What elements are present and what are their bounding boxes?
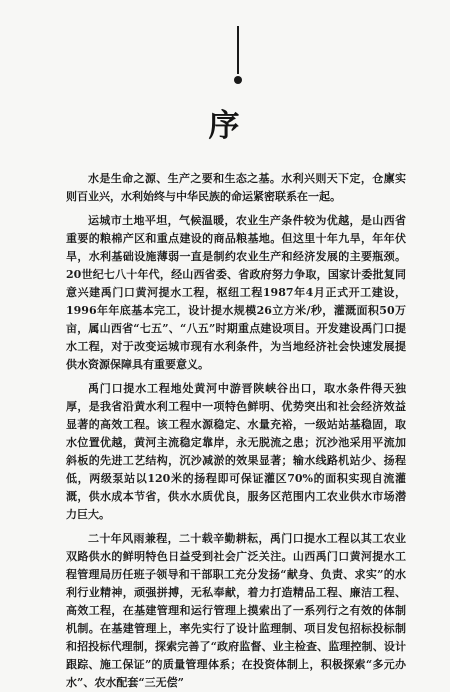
preface-body — [66, 170, 406, 692]
paragraph-4: 二十年风雨兼程，二十载辛勤耕耘，禹门口提水工程以其工农业双路供水的鲜明特色日益受到社会广泛关注。山西禹门口黄河提水工程管理局历任班子领导和干部职工充分发扬“献身、负责、求实”的水利行业精神，顽强拼搏，无私奉献，着力打造精品工程、廉洁工程、高效工程，在基建管理和运行管理上摸索出了一系列行之有效的体制机制。在基建管理上，率先实行了设计监理制、项目发包招标投标制和招投标代理制，探索完善了“政府监督、业主检查、监理控制、设计跟踪、施工保证”的质量管理体系；在投资体制上，积极探索“多元办水”、农水配套“三无偿” — [66, 532, 406, 689]
paragraph-2: 运城市土地平坦，气候温暖，农业生产条件较为优越，是山西省重要的粮棉产区和重点建设的商品粮基地。但这里十年九旱，年年伏旱，水利基础设施薄弱一直是制约农业生产和经济发展的主要瓶颈。20世纪七八十年代，经山西省委、省政府努力争取，国家计委批复同意兴建禹门口黄河提水工程，枢纽工程1987年4月正式开工建设，1996年年底基本完工，设计提水规模26立方米/秒，灌溉面积50万亩，属山西省“七五”、“八五”时期重点建设项目。开发建设禹门口提水工程，对于改变运城市现有水利条件，为当地经济社会快速发展提供水资源保障具有重要意义。 — [66, 214, 406, 371]
decorative-vertical-line — [237, 26, 239, 74]
page-title: 序 — [208, 108, 242, 144]
decorative-dot — [234, 76, 242, 84]
paragraph-1: 水是生命之源、生产之要和生态之基。水利兴则天下定，仓廪实则百业兴，水利始终与中华民族的命运紧密联系在一起。 — [66, 172, 406, 203]
paragraph-3: 禹门口提水工程地处黄河中游晋陕峡谷出口，取水条件得天独厚，是我省沿黄水利工程中一项特色鲜明、优势突出和社会经济效益显著的高效工程。该工程水源稳定、水量充裕，一级站站基稳固，取水位置优越，黄河主流稳定靠岸，永无脱流之患；沉沙池采用平流加斜板的先进工艺结构，沉沙减淤的效果显著；输水线路机站少、扬程低，两级泵站以120米的扬程即可保证灌区70%的面积实现自流灌溉，供水成本节省，供水水质优良，服务区范围内工农业供水市场潜力巨大。 — [66, 382, 406, 521]
